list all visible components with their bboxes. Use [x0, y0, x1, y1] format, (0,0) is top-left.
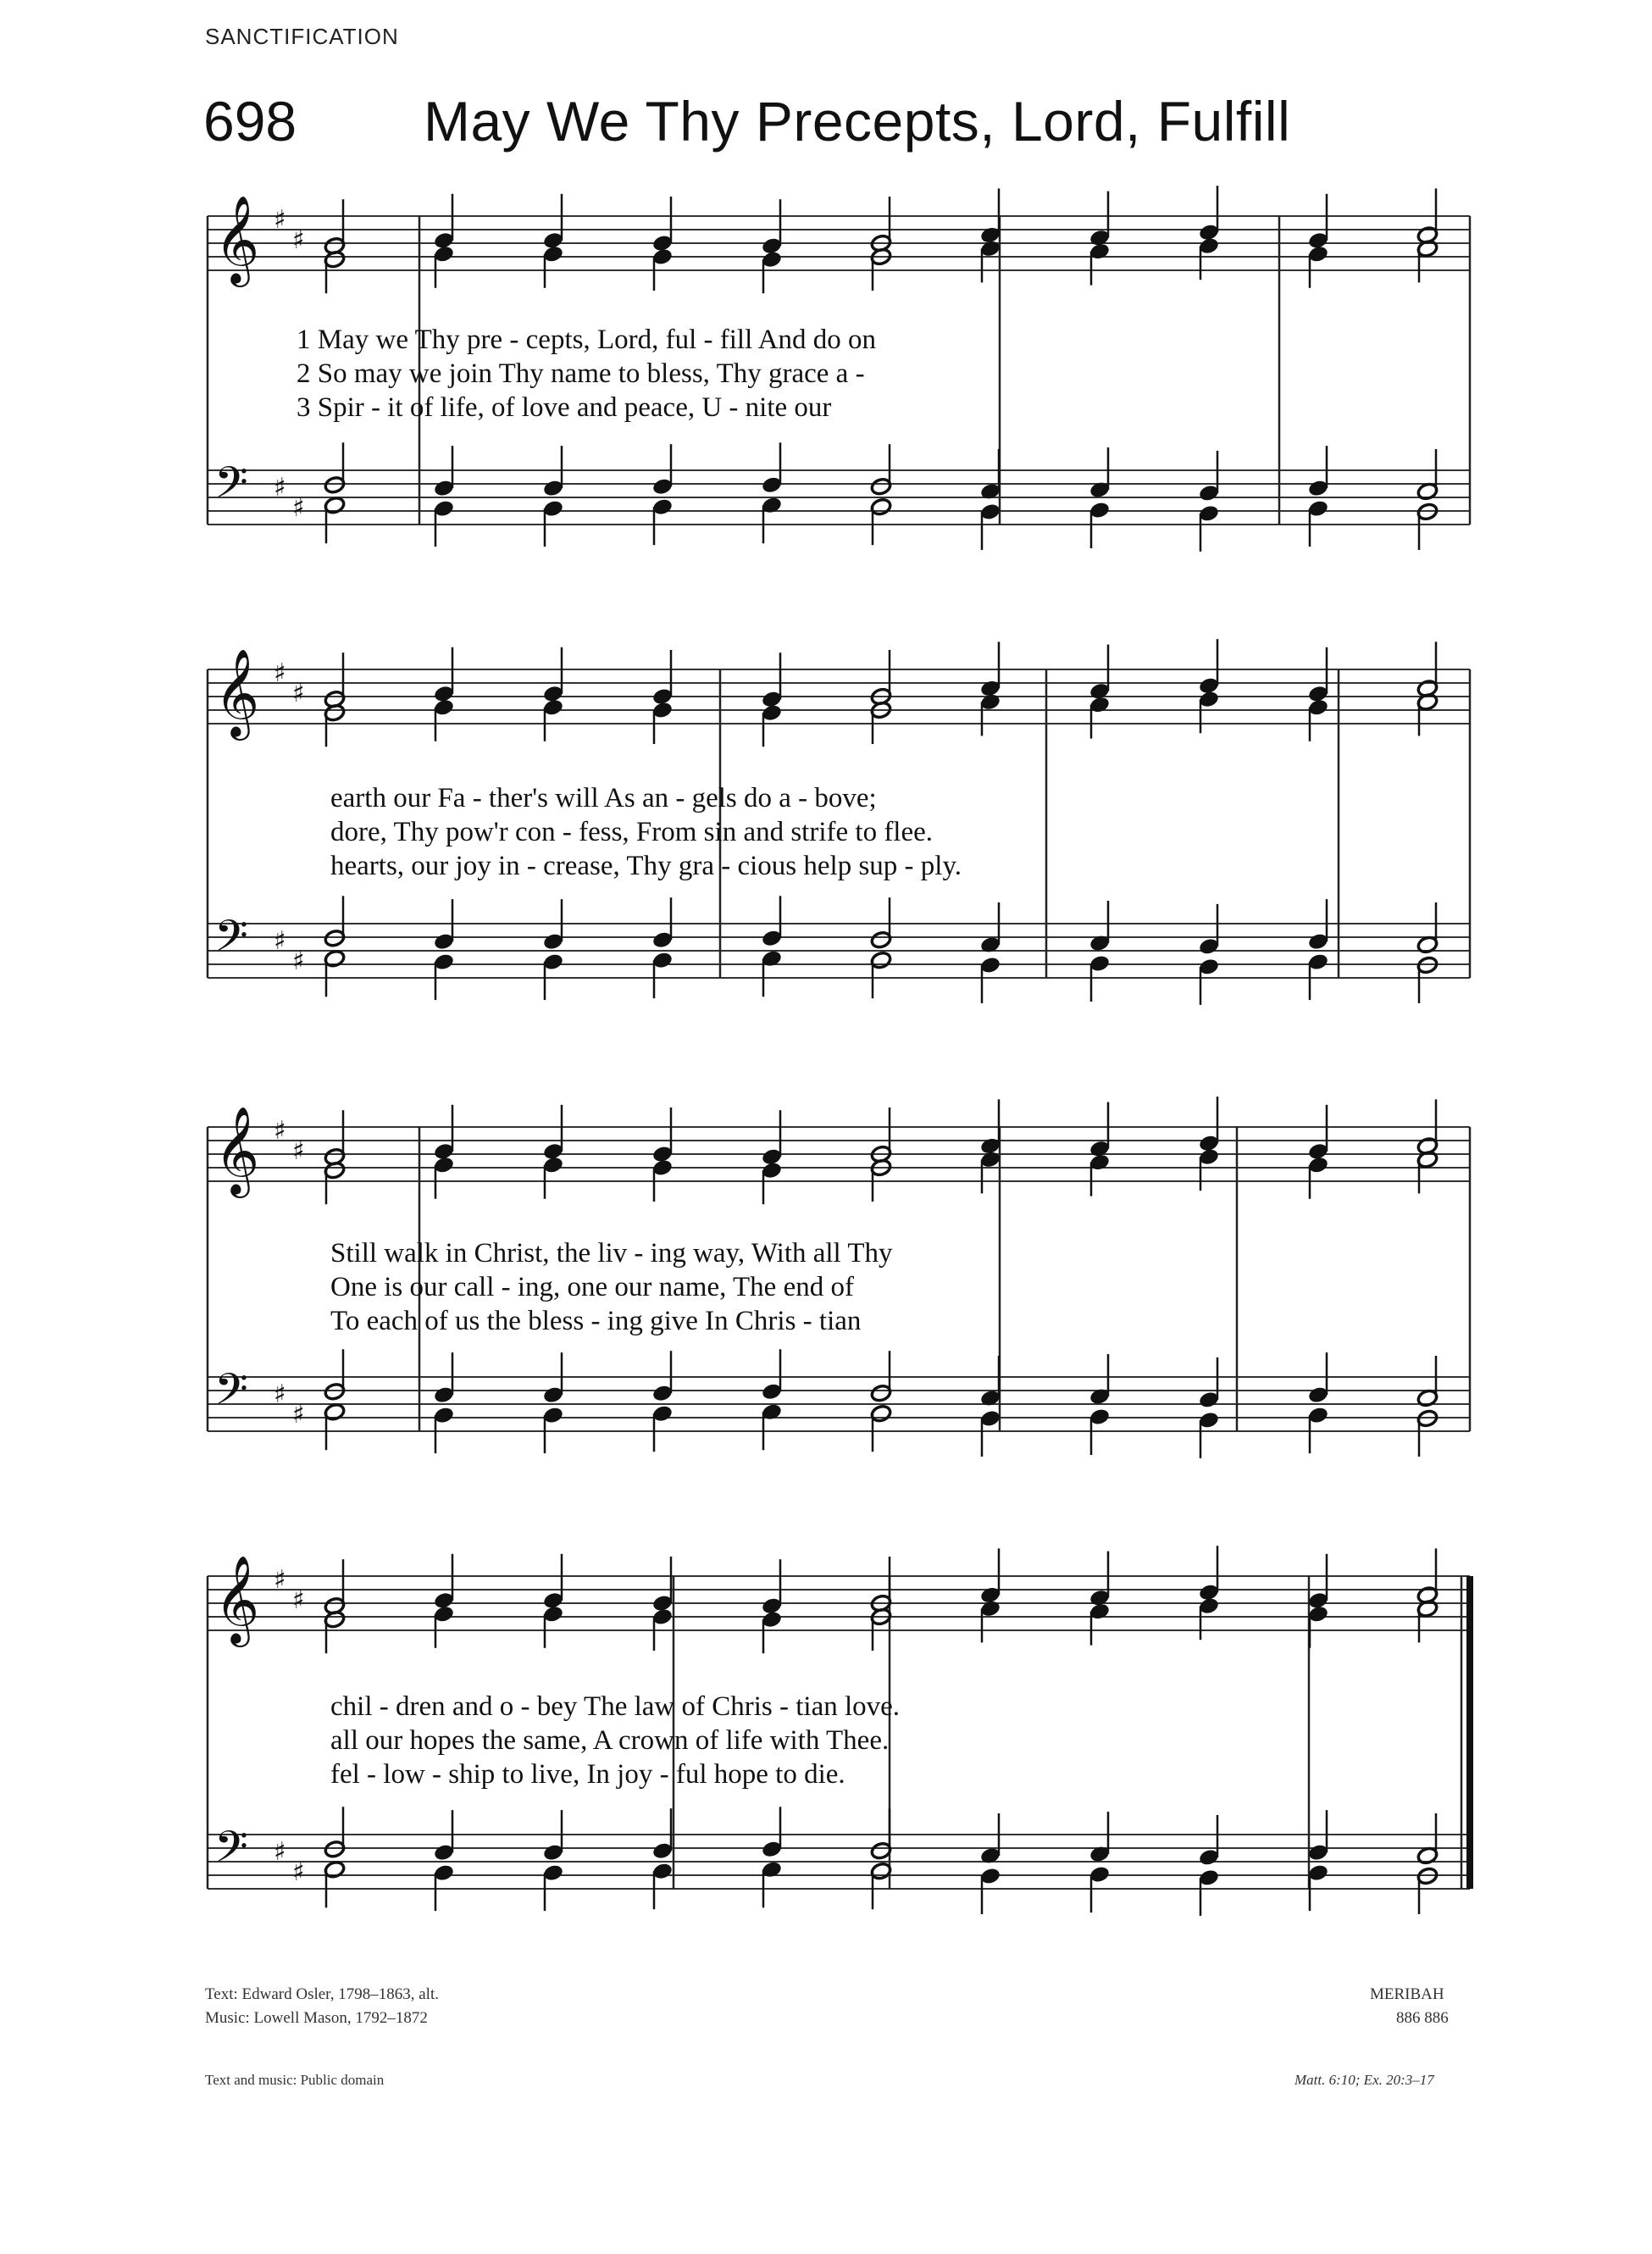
sharp-icon: ♯ — [274, 473, 286, 502]
scripture-reference: Matt. 6:10; Ex. 20:3–17 — [1294, 2072, 1434, 2088]
sharp-icon: ♯ — [274, 1380, 286, 1409]
rights-notice: Text and music: Public domain — [205, 2072, 385, 2088]
sharp-icon: ♯ — [274, 658, 286, 688]
lyric-line: 3 Spir - it of life, of love and peace, U - nite our — [297, 392, 832, 423]
section-heading: SANCTIFICATION — [205, 24, 399, 49]
treble-clef-icon: 𝄞 — [214, 1555, 260, 1644]
lyric-line: Still walk in Christ, the liv - ing way, With all Thy — [330, 1238, 893, 1269]
lyric-line: chil - dren and o - bey The law of Chris - tian love. — [330, 1691, 901, 1722]
sharp-icon: ♯ — [292, 947, 305, 976]
sharp-icon: ♯ — [292, 493, 305, 523]
sharp-icon: ♯ — [274, 1837, 286, 1867]
bass-clef-icon: 𝄢 — [214, 910, 248, 972]
music-credit: Music: Lowell Mason, 1792–1872 — [205, 2009, 428, 2027]
hymn-title: May We Thy Precepts, Lord, Fulfill — [424, 90, 1291, 153]
lyric-line: 2 So may we join Thy name to bless, Thy grace a - — [297, 358, 865, 389]
lyric-line: earth our Fa - ther's will As an - gels do a - bove; — [330, 783, 877, 813]
sharp-icon: ♯ — [292, 1857, 305, 1887]
bass-clef-icon: 𝄢 — [214, 457, 248, 519]
treble-clef-icon: 𝄞 — [214, 195, 260, 284]
bass-clef-icon: 𝄢 — [214, 1363, 248, 1425]
lyric-line: fel - low - ship to live, In joy - ful hope to die. — [330, 1759, 845, 1790]
lyric-line: One is our call - ing, one our name, The end of — [330, 1272, 854, 1302]
meter: 886 886 — [1396, 2009, 1449, 2027]
sharp-icon: ♯ — [292, 1136, 305, 1166]
sharp-icon: ♯ — [274, 205, 286, 235]
sharp-icon: ♯ — [274, 1565, 286, 1595]
sharp-icon: ♯ — [292, 1400, 305, 1430]
lyric-line: all our hopes the same, A crown of life with Thee. — [330, 1725, 890, 1756]
lyric-line: To each of us the bless - ing give In Chris - tian — [330, 1306, 862, 1336]
sharp-icon: ♯ — [274, 926, 286, 956]
sharp-icon: ♯ — [292, 225, 305, 255]
hymn-number: 698 — [203, 90, 297, 153]
tune-name: MERIBAH — [1370, 1985, 1444, 2003]
text-credit: Text: Edward Osler, 1798–1863, alt. — [205, 1985, 439, 2003]
lyric-line: hearts, our joy in - crease, Thy gra - cious help sup - ply. — [330, 851, 962, 881]
treble-clef-icon: 𝄞 — [214, 648, 260, 737]
sharp-icon: ♯ — [274, 1116, 286, 1146]
treble-clef-icon: 𝄞 — [214, 1106, 260, 1195]
lyric-line: dore, Thy pow'r con - fess, From sin and strife to flee. — [330, 817, 934, 847]
sharp-icon: ♯ — [292, 1585, 305, 1615]
sharp-icon: ♯ — [292, 679, 305, 708]
lyric-line: 1 May we Thy pre - cepts, Lord, ful - fill And do on — [297, 325, 877, 355]
bass-clef-icon: 𝄢 — [214, 1821, 248, 1883]
